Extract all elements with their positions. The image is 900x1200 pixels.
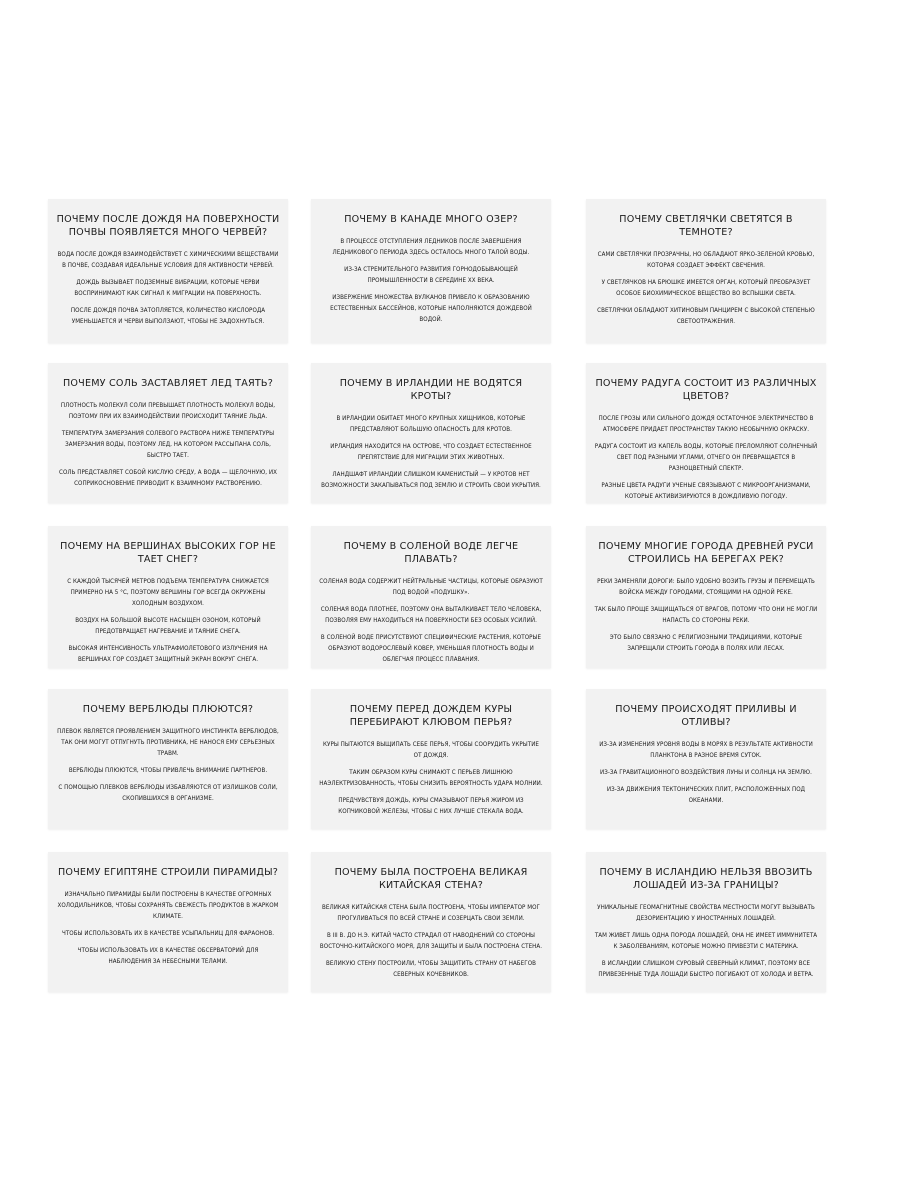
answer-option: ДОЖДЬ ВЫЗЫВАЕТ ПОДЗЕМНЫЕ ВИБРАЦИИ, КОТОРЫЕ ЧЕРВИ ВОСПРИНИМАЮТ КАК СИГНАЛ К МИГРАЦИИ НА ПОВЕРХНОСТЬ. <box>74 279 262 297</box>
answer-option: ТЕМПЕРАТУРА ЗАМЕРЗАНИЯ СОЛЕВОГО РАСТВОРА НИЖЕ ТЕМПЕРАТУРЫ ЗАМЕРЗАНИЯ ВОДЫ, ПОЭТОМУ ЛЕД, НА КОТОРОМ РАССЫПАНА СОЛЬ, БЫСТРО ТАЕТ. <box>61 430 275 459</box>
card-title: ПОЧЕМУ ВЕРБЛЮДЫ ПЛЮЮТСЯ? <box>82 704 254 715</box>
card-title: ПОЧЕМУ ЕГИПТЯНЕ СТРОИЛИ ПИРАМИДЫ? <box>57 867 279 878</box>
answer-option: РАДУГА СОСТОИТ ИЗ КАПЕЛЬ ВОДЫ, КОТОРЫЕ ПРЕЛОМЛЯЮТ СОЛНЕЧНЫЙ СВЕТ ПОД РАЗНЫМИ УГЛАМИ, ОТЧЕГО ОН ПРЕВРАЩАЕТСЯ В РАЗНОЦВЕТНЫЙ СПЕКТР. <box>594 443 818 472</box>
answer-option: В III В. ДО Н.Э. КИТАЙ ЧАСТО СТРАДАЛ ОТ НАВОДНЕНИЙ СО СТОРОНЫ ВОСТОЧНО-КИТАЙСКОГО МОРЯ, ДЛЯ ЗАЩИТЫ И БЫЛА ПОСТРОЕНА СТЕНА. <box>319 932 543 950</box>
answer-option: ПРЕДЧУВСТВУЯ ДОЖДЬ, КУРЫ СМАЗЫВАЮТ ПЕРЬЯ ЖИРОМ ИЗ КОПЧИКОВОЙ ЖЕЛЕЗЫ, ЧТОБЫ С НИХ ЛУЧШЕ СТЕКАЛА ВОДА. <box>338 797 524 815</box>
answer-option: В ИСЛАНДИИ СЛИШКОМ СУРОВЫЙ СЕВЕРНЫЙ КЛИМАТ, ПОЭТОМУ ВСЕ ПРИВЕЗЕННЫЕ ТУДА ЛОШАДИ БЫСТРО ПОГИБАЮТ ОТ ХОЛОДА И ВЕТРА. <box>598 960 814 978</box>
answer-option: ИЗНАЧАЛЬНО ПИРАМИДЫ БЫЛИ ПОСТРОЕНЫ В КАЧЕСТВЕ ОГРОМНЫХ ХОЛОДИЛЬНИКОВ, ЧТОБЫ СОХРАНЯТЬ СВЕЖЕСТЬ ПРОДУКТОВ В ЖАРКОМ КЛИМАТЕ. <box>57 891 279 920</box>
card-title: ПОЧЕМУ В ИРЛАНДИИ НЕ ВОДЯТСЯ КРОТЫ? <box>339 378 523 402</box>
answer-option: ВОДА ПОСЛЕ ДОЖДЯ ВЗАИМОДЕЙСТВУЕТ С ХИМИЧЕСКИМИ ВЕЩЕСТВАМИ В ПОЧВЕ, СОЗДАВАЯ ИДЕАЛЬНЫЕ УСЛОВИЯ ДЛЯ АКТИВНОСТИ ЧЕРВЕЙ. <box>57 251 279 269</box>
answer-option: ПЛЕВОК ЯВЛЯЕТСЯ ПРОЯВЛЕНИЕМ ЗАЩИТНОГО ИНСТИНКТА ВЕРБЛЮДОВ, ТАК ОНИ МОГУТ ОТПУГНУТЬ ПРОТИВНИКА, НЕ НАНОСЯ ЕМУ СЕРЬЕЗНЫХ ТРАВМ. <box>57 728 279 757</box>
question-card-8 <box>311 526 551 668</box>
question-card-7 <box>48 526 288 668</box>
answer-option: ИЗ-ЗА ГРАВИТАЦИОННОГО ВОЗДЕЙСТВИЯ ЛУНЫ И СОЛНЦА НА ЗЕМЛЮ. <box>600 769 812 776</box>
question-card-1 <box>48 199 288 343</box>
question-card-5 <box>311 363 551 503</box>
answer-option: В ПРОЦЕССЕ ОТСТУПЛЕНИЯ ЛЕДНИКОВ ПОСЛЕ ЗАВЕРШЕНИЯ ЛЕДНИКОВОГО ПЕРИОДА ЗДЕСЬ ОСТАЛОСЬ МНОГО ТАЛОЙ ВОДЫ. <box>332 238 530 256</box>
card-title: ПОЧЕМУ СВЕТЛЯЧКИ СВЕТЯТСЯ В ТЕМНОТЕ? <box>619 214 793 238</box>
question-card-3 <box>586 199 826 343</box>
answer-option: ИЗВЕРЖЕНИЕ МНОЖЕСТВА ВУЛКАНОВ ПРИВЕЛО К ОБРАЗОВАНИЮ ЕСТЕСТВЕННЫХ БАССЕЙНОВ, КОТОРЫЕ НАПОЛНЯЮТСЯ ДОЖДЕВОЙ ВОДОЙ. <box>330 294 532 323</box>
question-card-9 <box>586 526 826 668</box>
card-title: ПОЧЕМУ ПРОИСХОДЯТ ПРИЛИВЫ И ОТЛИВЫ? <box>615 704 797 728</box>
answer-option: ПОСЛЕ ГРОЗЫ ИЛИ СИЛЬНОГО ДОЖДЯ ОСТАТОЧНОЕ ЭЛЕКТРИЧЕСТВО В АТМОСФЕРЕ ПРИДАЕТ ПРОСТРАНСТВУ ТАКУЮ НЕОБЫЧНУЮ ОКРАСКУ. <box>598 415 814 433</box>
answer-option: ВЕЛИКАЯ КИТАЙСКАЯ СТЕНА БЫЛА ПОСТРОЕНА, ЧТОБЫ ИМПЕРАТОР МОГ ПРОГУЛИВАТЬСЯ ПО ВСЕЙ СТРАНЕ И СОЗЕРЦАТЬ СВОИ ЗЕМЛИ. <box>322 904 540 922</box>
answer-option: С КАЖДОЙ ТЫСЯЧЕЙ МЕТРОВ ПОДЪЕМА ТЕМПЕРАТУРА СНИЖАЕТСЯ ПРИМЕРНО НА 5 °С, ПОЭТОМУ ВЕРШИНЫ ГОР ВСЕГДА ОКРУЖЕНЫ ХОЛОДНЫМ ВОЗДУХОМ. <box>67 578 269 607</box>
answer-option: ВЕРБЛЮДЫ ПЛЮЮТСЯ, ЧТОБЫ ПРИВЛЕЧЬ ВНИМАНИЕ ПАРТНЕРОВ. <box>68 767 268 774</box>
card-title: ПОЧЕМУ НА ВЕРШИНАХ ВЫСОКИХ ГОР НЕ ТАЕТ СНЕГ? <box>60 541 276 565</box>
question-card-13 <box>48 852 288 992</box>
question-card-12 <box>586 689 826 829</box>
answer-option: РАЗНЫЕ ЦВЕТА РАДУГИ УЧЕНЫЕ СВЯЗЫВАЮТ С МИКРООРГАНИЗМАМИ, КОТОРЫЕ АКТИВИЗИРУЮТСЯ В ДОЖДЛИВУЮ ПОГОДУ. <box>601 482 811 500</box>
question-card-11 <box>311 689 551 829</box>
answer-option: СОЛЕНАЯ ВОДА ПЛОТНЕЕ, ПОЭТОМУ ОНА ВЫТАЛКИВАЕТ ТЕЛО ЧЕЛОВЕКА, ПОЗВОЛЯЯ ЕМУ НАХОДИТЬСЯ НА ПОВЕРХНОСТИ БЕЗ ОСОБЫХ УСИЛИЙ. <box>320 606 542 624</box>
question-card-14 <box>311 852 551 992</box>
answer-option: САМИ СВЕТЛЯЧКИ ПРОЗРАЧНЫ, НО ОБЛАДАЮТ ЯРКО-ЗЕЛЕНОЙ КРОВЬЮ, КОТОРАЯ СОЗДАЕТ ЭФФЕКТ СВЕЧЕНИЯ. <box>597 251 815 269</box>
answer-option: ИЗ-ЗА ИЗМЕНЕНИЯ УРОВНЯ ВОДЫ В МОРЯХ В РЕЗУЛЬТАТЕ АКТИВНОСТИ ПЛАНКТОНА В РАЗНОЕ ВРЕМЯ СУТОК. <box>599 741 813 759</box>
answer-option: В СОЛЕНОЙ ВОДЕ ПРИСУТСТВУЮТ СПЕЦИФИЧЕСКИЕ РАСТЕНИЯ, КОТОРЫЕ ОБРАЗУЮТ ВОДОРОСЛЕВЫЙ КОВЕР, УМЕНЬШАЯ ПЛОТНОСТЬ ВОДЫ И ОБЛЕГЧАЯ ПРОЦЕСС ПЛАВАНИЯ. <box>320 634 542 663</box>
answer-option: ВЫСОКАЯ ИНТЕНСИВНОСТЬ УЛЬТРАФИОЛЕТОВОГО ИЗЛУЧЕНИЯ НА ВЕРШИНАХ ГОР СОЗДАЕТ ЗАЩИТНЫЙ ЭКРАН ВОКРУГ СНЕГА. <box>68 645 268 663</box>
answer-option: ЭТО БЫЛО СВЯЗАНО С РЕЛИГИОЗНЫМИ ТРАДИЦИЯМИ, КОТОРЫЕ ЗАПРЕЩАЛИ СТРОИТЬ ГОРОДА В ПОЛЯХ ИЛИ ЛЕСАХ. <box>609 634 803 652</box>
answer-option: ИЗ-ЗА СТРЕМИТЕЛЬНОГО РАЗВИТИЯ ГОРНОДОБЫВАЮЩЕЙ ПРОМЫШЛЕННОСТИ В СЕРЕДИНЕ XX ВЕКА. <box>344 266 518 284</box>
card-title: ПОЧЕМУ СОЛЬ ЗАСТАВЛЯЕТ ЛЕД ТАЯТЬ? <box>63 378 273 389</box>
answer-option: ЛАНДШАФТ ИРЛАНДИИ СЛИШКОМ КАМЕНИСТЫЙ — У КРОТОВ НЕТ ВОЗМОЖНОСТИ ЗАКАПЫВАТЬСЯ ПОД ЗЕМЛЮ И СТРОИТЬ СВОИ УКРЫТИЯ. <box>321 471 541 489</box>
answer-option: СОЛЕНАЯ ВОДА СОДЕРЖИТ НЕЙТРАЛЬНЫЕ ЧАСТИЦЫ, КОТОРЫЕ ОБРАЗУЮТ ПОД ВОДОЙ «ПОДУШКУ». <box>319 578 543 596</box>
card-title: ПОЧЕМУ ПЕРЕД ДОЖДЕМ КУРЫ ПЕРЕБИРАЮТ КЛЮВОМ ПЕРЬЯ? <box>349 704 513 728</box>
answer-option: УНИКАЛЬНЫЕ ГЕОМАГНИТНЫЕ СВОЙСТВА МЕСТНОСТИ МОГУТ ВЫЗЫВАТЬ ДЕЗОРИЕНТАЦИЮ У ИНОСТРАННЫХ ЛОШАДЕЙ. <box>597 904 815 922</box>
answer-option: ВОЗДУХ НА БОЛЬШОЙ ВЫСОТЕ НАСЫЩЕН ОЗОНОМ, КОТОРЫЙ ПРЕДОТВРАЩАЕТ НАГРЕВАНИЕ И ТАЯНИЕ СНЕГА. <box>75 617 261 635</box>
answer-option: ЧТОБЫ ИСПОЛЬЗОВАТЬ ИХ В КАЧЕСТВЕ ОБСЕРВАТОРИЙ ДЛЯ НАБЛЮДЕНИЯ ЗА НЕБЕСНЫМИ ТЕЛАМИ. <box>77 947 259 965</box>
question-card-6 <box>586 363 826 503</box>
answer-option: ВЕЛИКУЮ СТЕНУ ПОСТРОИЛИ, ЧТОБЫ ЗАЩИТИТЬ СТРАНУ ОТ НАБЕГОВ СЕВЕРНЫХ КОЧЕВНИКОВ. <box>326 960 536 978</box>
answer-option: ИЗ-ЗА ДВИЖЕНИЯ ТЕКТОНИЧЕСКИХ ПЛИТ, РАСПОЛОЖЕННЫХ ПОД ОКЕАНАМИ. <box>606 786 806 804</box>
answer-option: ПЛОТНОСТЬ МОЛЕКУЛ СОЛИ ПРЕВЫШАЕТ ПЛОТНОСТЬ МОЛЕКУЛ ВОДЫ, ПОЭТОМУ ПРИ ИХ ВЗАИМОДЕЙСТВИИ ПРОИСХОДИТ ТАЯНИЕ ЛЬДА. <box>60 402 276 420</box>
question-card-15 <box>586 852 826 992</box>
answer-option: ТАК БЫЛО ПРОЩЕ ЗАЩИЩАТЬСЯ ОТ ВРАГОВ, ПОТОМУ ЧТО ОНИ НЕ МОГЛИ НАПАСТЬ СО СТОРОНЫ РЕКИ. <box>594 606 818 624</box>
answer-option: В ИРЛАНДИИ ОБИТАЕТ МНОГО КРУПНЫХ ХИЩНИКОВ, КОТОРЫЕ ПРЕДСТАВЛЯЮТ БОЛЬШУЮ ОПАСНОСТЬ ДЛЯ КРОТОВ. <box>336 415 526 433</box>
card-title: ПОЧЕМУ В КАНАДЕ МНОГО ОЗЕР? <box>344 214 518 225</box>
answer-option: СВЕТЛЯЧКИ ОБЛАДАЮТ ХИТИНОВЫМ ПАНЦИРЕМ С ВЫСОКОЙ СТЕПЕНЬЮ СВЕТООТРАЖЕНИЯ. <box>597 307 815 325</box>
card-title: ПОЧЕМУ МНОГИЕ ГОРОДА ДРЕВНЕЙ РУСИ СТРОИЛИСЬ НА БЕРЕГАХ РЕК? <box>598 541 814 565</box>
card-title: ПОЧЕМУ РАДУГА СОСТОИТ ИЗ РАЗЛИЧНЫХ ЦВЕТОВ? <box>595 378 817 402</box>
answer-option: С ПОМОЩЬЮ ПЛЕВКОВ ВЕРБЛЮДЫ ИЗБАВЛЯЮТСЯ ОТ ИЗЛИШКОВ СОЛИ, СКОПИВШИХСЯ В ОРГАНИЗМЕ. <box>58 784 278 802</box>
question-card-2 <box>311 199 551 343</box>
card-title: ПОЧЕМУ БЫЛА ПОСТРОЕНА ВЕЛИКАЯ КИТАЙСКАЯ СТЕНА? <box>334 867 528 891</box>
card-title: ПОЧЕМУ ПОСЛЕ ДОЖДЯ НА ПОВЕРХНОСТИ ПОЧВЫ ПОЯВЛЯЕТСЯ МНОГО ЧЕРВЕЙ? <box>56 214 280 238</box>
answer-option: ПОСЛЕ ДОЖДЯ ПОЧВА ЗАТОПЛЯЕТСЯ, КОЛИЧЕСТВО КИСЛОРОДА УМЕНЬШАЕТСЯ И ЧЕРВИ ВЫПОЛЗАЮТ, ЧТОБЫ НЕ ЗАДОХНУТЬСЯ. <box>70 307 266 325</box>
answer-option: ИРЛАНДИЯ НАХОДИТСЯ НА ОСТРОВЕ, ЧТО СОЗДАЕТ ЕСТЕСТВЕННОЕ ПРЕПЯТСТВИЕ ДЛЯ МИГРАЦИИ ЭТИХ ЖИВОТНЫХ. <box>330 443 532 461</box>
answer-option: СОЛЬ ПРЕДСТАВЛЯЕТ СОБОЙ КИСЛУЮ СРЕДУ, А ВОДА — ЩЕЛОЧНУЮ, ИХ СОПРИКОСНОВЕНИЕ ПРИВОДИТ К ВЗАИМНОМУ РАСТВОРЕНИЮ. <box>59 469 277 487</box>
question-card-10 <box>48 689 288 829</box>
answer-option: ЧТОБЫ ИСПОЛЬЗОВАТЬ ИХ В КАЧЕСТВЕ УСЫПАЛЬНИЦ ДЛЯ ФАРАОНОВ. <box>61 930 275 937</box>
answer-option: РЕКИ ЗАМЕНЯЛИ ДОРОГИ: БЫЛО УДОБНО ВОЗИТЬ ГРУЗЫ И ПЕРЕМЕЩАТЬ ВОЙСКА МЕЖДУ ГОРОДАМИ, СТОЯЩИМИ НА ОДНОЙ РЕКЕ. <box>597 578 815 596</box>
answer-option: КУРЫ ПЫТАЮТСЯ ВЫЩИПАТЬ СЕБЕ ПЕРЬЯ, ЧТОБЫ СООРУДИТЬ УКРЫТИЕ ОТ ДОЖДЯ. <box>323 741 539 759</box>
question-card-4 <box>48 363 288 503</box>
card-title: ПОЧЕМУ В СОЛЕНОЙ ВОДЕ ЛЕГЧЕ ПЛАВАТЬ? <box>343 541 519 565</box>
answer-option: ТАКИМ ОБРАЗОМ КУРЫ СНИМАЮТ С ПЕРЬЕВ ЛИШНЮЮ НАЭЛЕКТРИЗОВАННОСТЬ, ЧТОБЫ СНИЗИТЬ ВЕРОЯТНОСТЬ УДАРА МОЛНИИ. <box>319 769 543 787</box>
answer-option: У СВЕТЛЯЧКОВ НА БРЮШКЕ ИМЕЕТСЯ ОРГАН, КОТОРЫЙ ПРЕОБРАЗУЕТ ОСОБОЕ БИОХИМИЧЕСКОЕ ВЕЩЕСТВО ВО ВСПЫШКИ СВЕТА. <box>601 279 811 297</box>
card-title: ПОЧЕМУ В ИСЛАНДИЮ НЕЛЬЗЯ ВВОЗИТЬ ЛОШАДЕЙ ИЗ-ЗА ГРАНИЦЫ? <box>599 867 813 891</box>
answer-option: ТАМ ЖИВЕТ ЛИШЬ ОДНА ПОРОДА ЛОШАДЕЙ, ОНА НЕ ИМЕЕТ ИММУНИТЕТА К ЗАБОЛЕВАНИЯМ, КОТОРЫЕ МОЖНО ПРИВЕЗТИ С МАТЕРИКА. <box>594 932 818 950</box>
